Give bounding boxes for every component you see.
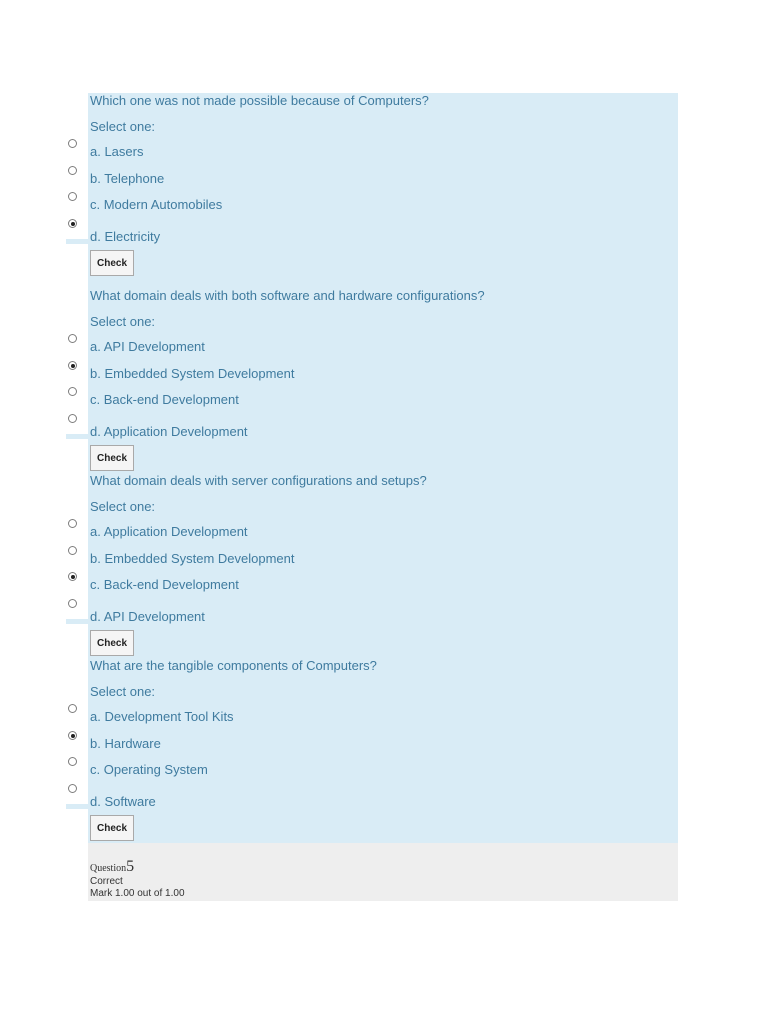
radio-option-c[interactable]	[68, 757, 77, 766]
option-underline	[66, 434, 88, 439]
radio-option-d[interactable]	[68, 599, 77, 608]
option-c[interactable]	[66, 757, 366, 777]
check-button[interactable]: Check	[90, 445, 134, 471]
option-label: a. Application Development	[90, 524, 248, 539]
question-5-heading	[90, 858, 134, 876]
option-b[interactable]	[66, 546, 366, 566]
question-word: Question	[90, 863, 127, 874]
option-label: a. Lasers	[90, 144, 144, 159]
option-b[interactable]	[66, 166, 366, 186]
option-d[interactable]	[66, 599, 366, 624]
option-underline	[66, 619, 88, 624]
option-label: b. Telephone	[90, 171, 165, 186]
question-5-info	[88, 843, 678, 901]
select-one-prompt: Select one:	[90, 119, 156, 134]
option-label: c. Back-end Development	[90, 392, 239, 407]
option-label: a. Development Tool Kits	[90, 709, 234, 724]
question-number: 5	[126, 858, 135, 875]
option-c[interactable]	[66, 387, 366, 407]
select-one-prompt: Select one:	[90, 684, 156, 699]
radio-option-c[interactable]	[68, 572, 77, 581]
radio-option-c[interactable]	[68, 192, 77, 201]
option-label: d. Electricity	[90, 229, 161, 244]
option-d[interactable]	[66, 784, 366, 809]
radio-option-d[interactable]	[68, 784, 77, 793]
radio-option-a[interactable]	[68, 139, 77, 148]
option-b[interactable]	[66, 731, 366, 751]
option-label: d. Application Development	[90, 424, 248, 439]
option-label: b. Embedded System Development	[90, 366, 295, 381]
check-button[interactable]: Check	[90, 815, 134, 841]
quiz-panel	[88, 93, 678, 843]
option-b[interactable]	[66, 361, 366, 381]
option-a[interactable]	[66, 704, 366, 724]
radio-option-d[interactable]	[68, 414, 77, 423]
radio-option-a[interactable]	[68, 334, 77, 343]
radio-option-a[interactable]	[68, 519, 77, 528]
option-a[interactable]	[66, 519, 366, 539]
question-status: Correct	[90, 876, 123, 887]
option-label: a. API Development	[90, 339, 205, 354]
radio-option-b[interactable]	[68, 546, 77, 555]
option-label: c. Back-end Development	[90, 577, 239, 592]
question-text: Which one was not made possible because of Computers?	[90, 93, 429, 108]
option-d[interactable]	[66, 219, 366, 244]
option-c[interactable]	[66, 192, 366, 212]
radio-option-b[interactable]	[68, 361, 77, 370]
option-label: b. Embedded System Development	[90, 551, 295, 566]
select-one-prompt: Select one:	[90, 314, 156, 329]
option-underline	[66, 804, 88, 809]
option-c[interactable]	[66, 572, 366, 592]
option-underline	[66, 239, 88, 244]
option-label: b. Hardware	[90, 736, 161, 751]
option-a[interactable]	[66, 334, 366, 354]
option-label: d. Software	[90, 794, 156, 809]
radio-option-c[interactable]	[68, 387, 77, 396]
question-text: What are the tangible components of Computers?	[90, 658, 377, 673]
question-text: What domain deals with server configurations and setups?	[90, 473, 427, 488]
check-button[interactable]: Check	[90, 630, 134, 656]
option-d[interactable]	[66, 414, 366, 439]
question-text: What domain deals with both software and hardware configurations?	[90, 288, 485, 303]
option-label: c. Operating System	[90, 762, 208, 777]
option-label: c. Modern Automobiles	[90, 197, 223, 212]
option-a[interactable]	[66, 139, 366, 159]
option-label: d. API Development	[90, 609, 205, 624]
radio-option-b[interactable]	[68, 731, 77, 740]
check-button[interactable]: Check	[90, 250, 134, 276]
radio-option-a[interactable]	[68, 704, 77, 713]
radio-option-b[interactable]	[68, 166, 77, 175]
select-one-prompt: Select one:	[90, 499, 156, 514]
question-mark: Mark 1.00 out of 1.00	[90, 888, 185, 899]
radio-option-d[interactable]	[68, 219, 77, 228]
